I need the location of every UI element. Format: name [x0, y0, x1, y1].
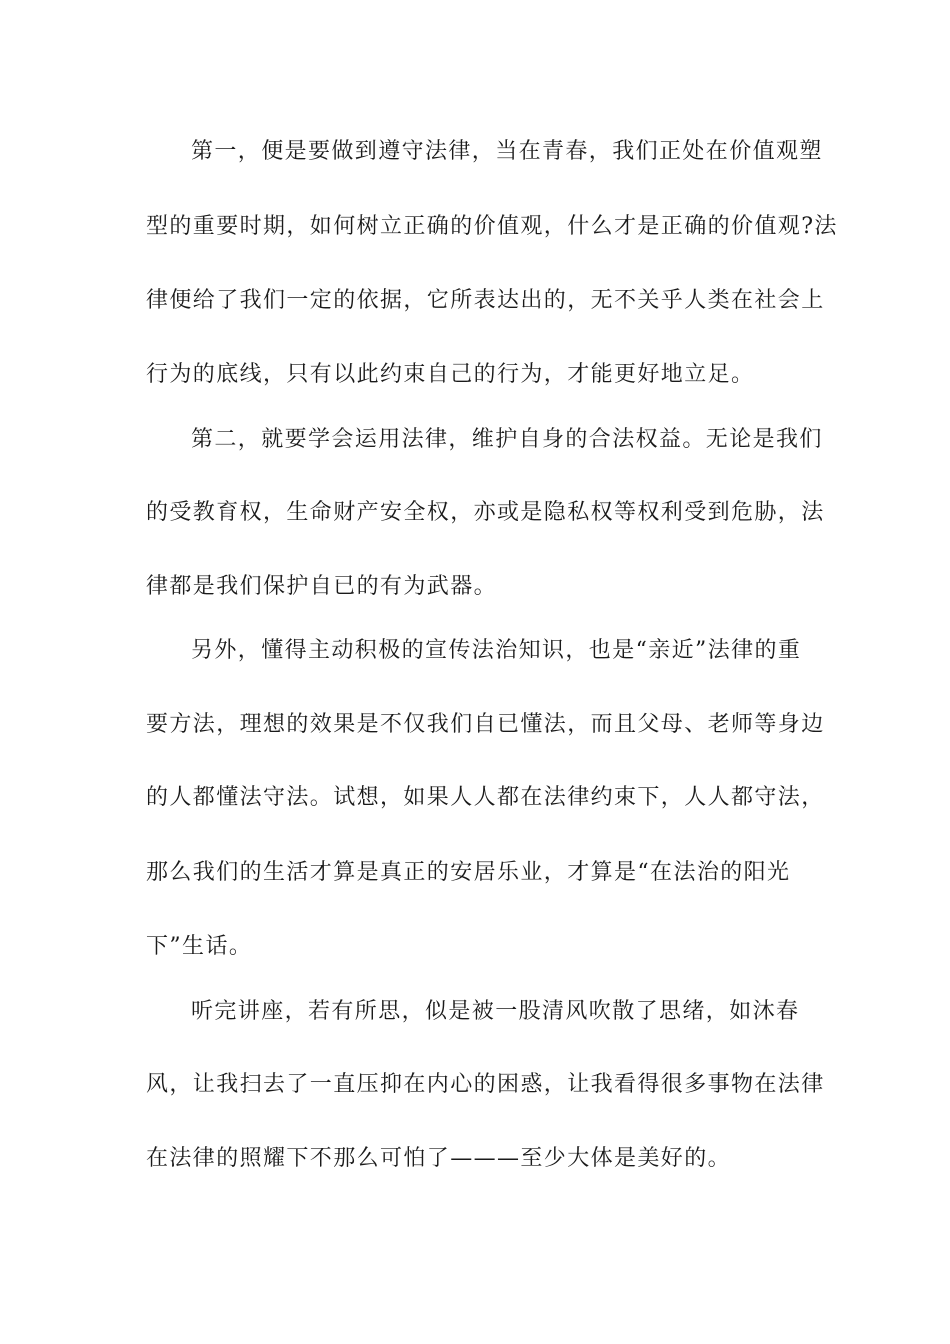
paragraph-1-line-2: 型的重要时期，如何树立正确的价值观，什么才是正确的价值观?法 [146, 214, 838, 239]
paragraph-4-line-3: 在法律的照耀下不那么可怕了———至少大体是美好的。 [146, 1146, 732, 1171]
paragraph-1-line-1: 第一，便是要做到遵守法律，当在青春，我们正处在价值观塑 [191, 139, 823, 164]
paragraph-4-line-2: 风，让我扫去了一直压抑在内心的困惑，让我看得很多事物在法律 [146, 1072, 825, 1097]
paragraph-1-line-3: 律便给了我们一定的依据，它所表达出的，无不关乎人类在社会上 [146, 288, 825, 313]
paragraph-3-line-5: 下”生话。 [146, 934, 253, 959]
paragraph-3-line-2: 要方法，理想的效果是不仅我们自已懂法，而且父母、老师等身边 [146, 712, 825, 737]
paragraph-3-line-3: 的人都懂法守法。试想，如果人人都在法律约束下，人人都守法， [146, 785, 825, 810]
paragraph-2-line-1: 第二，就要学会运用法律，维护自身的合法权益。无论是我们 [191, 427, 823, 452]
paragraph-3-line-4: 那么我们的生活才算是真正的安居乐业，才算是“在法治的阳光 [146, 860, 791, 885]
paragraph-4-line-1: 听完讲座，若有所思，似是被一股清风吹散了思绪，如沐春 [191, 999, 800, 1024]
paragraph-2-line-2: 的受教育权，生命财产安全权，亦或是隐私权等权利受到危胁，法 [146, 500, 825, 525]
paragraph-1-line-4: 行为的底线，只有以此约束自己的行为，才能更好地立足。 [146, 362, 755, 387]
paragraph-2-line-3: 律都是我们保护自已的有为武器。 [146, 574, 498, 599]
paragraph-3-line-1: 另外，懂得主动积极的宣传法治知识，也是“亲近”法律的重 [191, 638, 802, 663]
